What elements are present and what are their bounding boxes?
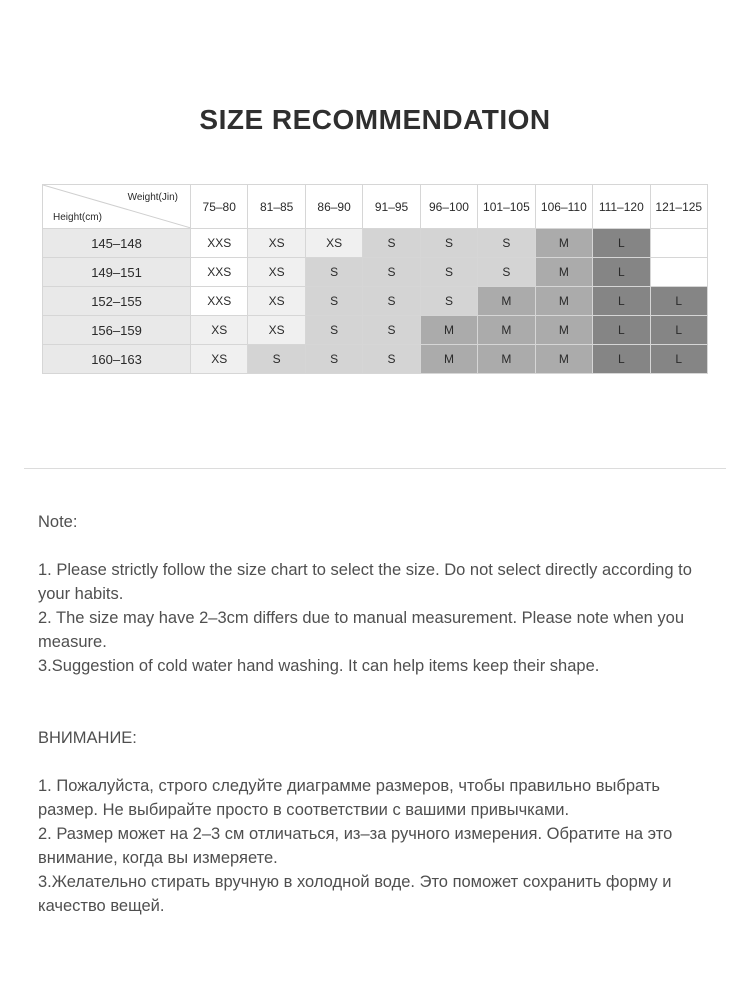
table-row [43, 345, 708, 374]
size-cell: XS [191, 316, 248, 345]
table-corner-cell [43, 185, 191, 229]
size-cell: M [478, 316, 535, 345]
size-cell: S [305, 258, 362, 287]
size-chart-table [42, 184, 708, 374]
size-cell: M [535, 316, 592, 345]
weight-header: 81–85 [248, 185, 305, 229]
weight-header: 106–110 [535, 185, 592, 229]
size-cell: S [478, 229, 535, 258]
weight-header: 96–100 [420, 185, 477, 229]
weight-header: 101–105 [478, 185, 535, 229]
size-cell: L [650, 316, 708, 345]
size-cell: L [650, 345, 708, 374]
size-cell: L [650, 287, 708, 316]
size-cell: M [478, 287, 535, 316]
weight-header: 91–95 [363, 185, 420, 229]
page-title: SIZE RECOMMENDATION [199, 104, 551, 135]
weight-axis-label: Weight(Jin) [127, 192, 178, 203]
size-cell: S [248, 345, 305, 374]
size-cell: L [593, 345, 650, 374]
size-cell: S [363, 258, 420, 287]
height-cell: 145–148 [43, 229, 191, 258]
size-cell: XS [248, 229, 305, 258]
size-cell: S [478, 258, 535, 287]
note-item-en: 1. Please strictly follow the size chart to select the size. Do not select directly according to your habits. [38, 561, 692, 603]
size-cell: S [420, 258, 477, 287]
size-cell: M [420, 345, 477, 374]
weight-header: 75–80 [191, 185, 248, 229]
size-cell [650, 258, 708, 287]
size-cell: S [420, 287, 477, 316]
table-row [43, 316, 708, 345]
note-item-en: 3.Suggestion of cold water hand washing. It can help items keep their shape. [38, 657, 600, 675]
weight-header: 86–90 [305, 185, 362, 229]
size-cell: S [363, 229, 420, 258]
size-cell: M [535, 345, 592, 374]
table-header-row [43, 185, 708, 229]
note-item-ru: 1. Пожалуйста, строго следуйте диаграмме размеров, чтобы правильно выбрать размер. Не выбирайте просто в соответствии с вашими привычками. [38, 777, 660, 819]
height-cell: 152–155 [43, 287, 191, 316]
table-row [43, 287, 708, 316]
note-item-ru: 3.Желательно стирать вручную в холодной воде. Это поможет сохранить форму и качество вещей. [38, 873, 672, 915]
size-cell: XXS [191, 229, 248, 258]
size-cell: M [535, 229, 592, 258]
size-cell: XXS [191, 287, 248, 316]
size-cell: XS [248, 316, 305, 345]
size-cell: S [363, 287, 420, 316]
size-cell: S [305, 287, 362, 316]
size-cell: M [478, 345, 535, 374]
height-cell: 160–163 [43, 345, 191, 374]
size-cell: L [593, 229, 650, 258]
size-cell: M [535, 258, 592, 287]
size-cell: XS [248, 287, 305, 316]
note-item-ru: 2. Размер может на 2–3 см отличаться, из–за ручного измерения. Обратите на это внимание, когда вы измеряете. [38, 825, 673, 867]
size-cell: XS [248, 258, 305, 287]
size-cell: S [363, 345, 420, 374]
height-axis-label: Height(cm) [53, 212, 102, 223]
weight-header: 111–120 [593, 185, 650, 229]
size-cell: L [593, 258, 650, 287]
notes-heading-en: Note: [38, 513, 78, 531]
weight-header: 121–125 [650, 185, 708, 229]
height-cell: 149–151 [43, 258, 191, 287]
size-cell: L [593, 287, 650, 316]
size-cell: S [305, 345, 362, 374]
size-cell: S [420, 229, 477, 258]
notes-heading-ru: ВНИМАНИЕ: [38, 729, 137, 747]
note-item-en: 2. The size may have 2–3cm differs due to manual measurement. Please note when you measure. [38, 609, 685, 651]
section-divider [24, 468, 726, 469]
size-cell: XXS [191, 258, 248, 287]
size-cell: L [593, 316, 650, 345]
size-cell: M [535, 287, 592, 316]
size-cell: XS [191, 345, 248, 374]
table-row [43, 258, 708, 287]
size-cell [650, 229, 708, 258]
size-cell: M [420, 316, 477, 345]
size-cell: XS [305, 229, 362, 258]
height-cell: 156–159 [43, 316, 191, 345]
size-cell: S [305, 316, 362, 345]
table-row [43, 229, 708, 258]
notes-section [38, 510, 718, 918]
size-cell: S [363, 316, 420, 345]
